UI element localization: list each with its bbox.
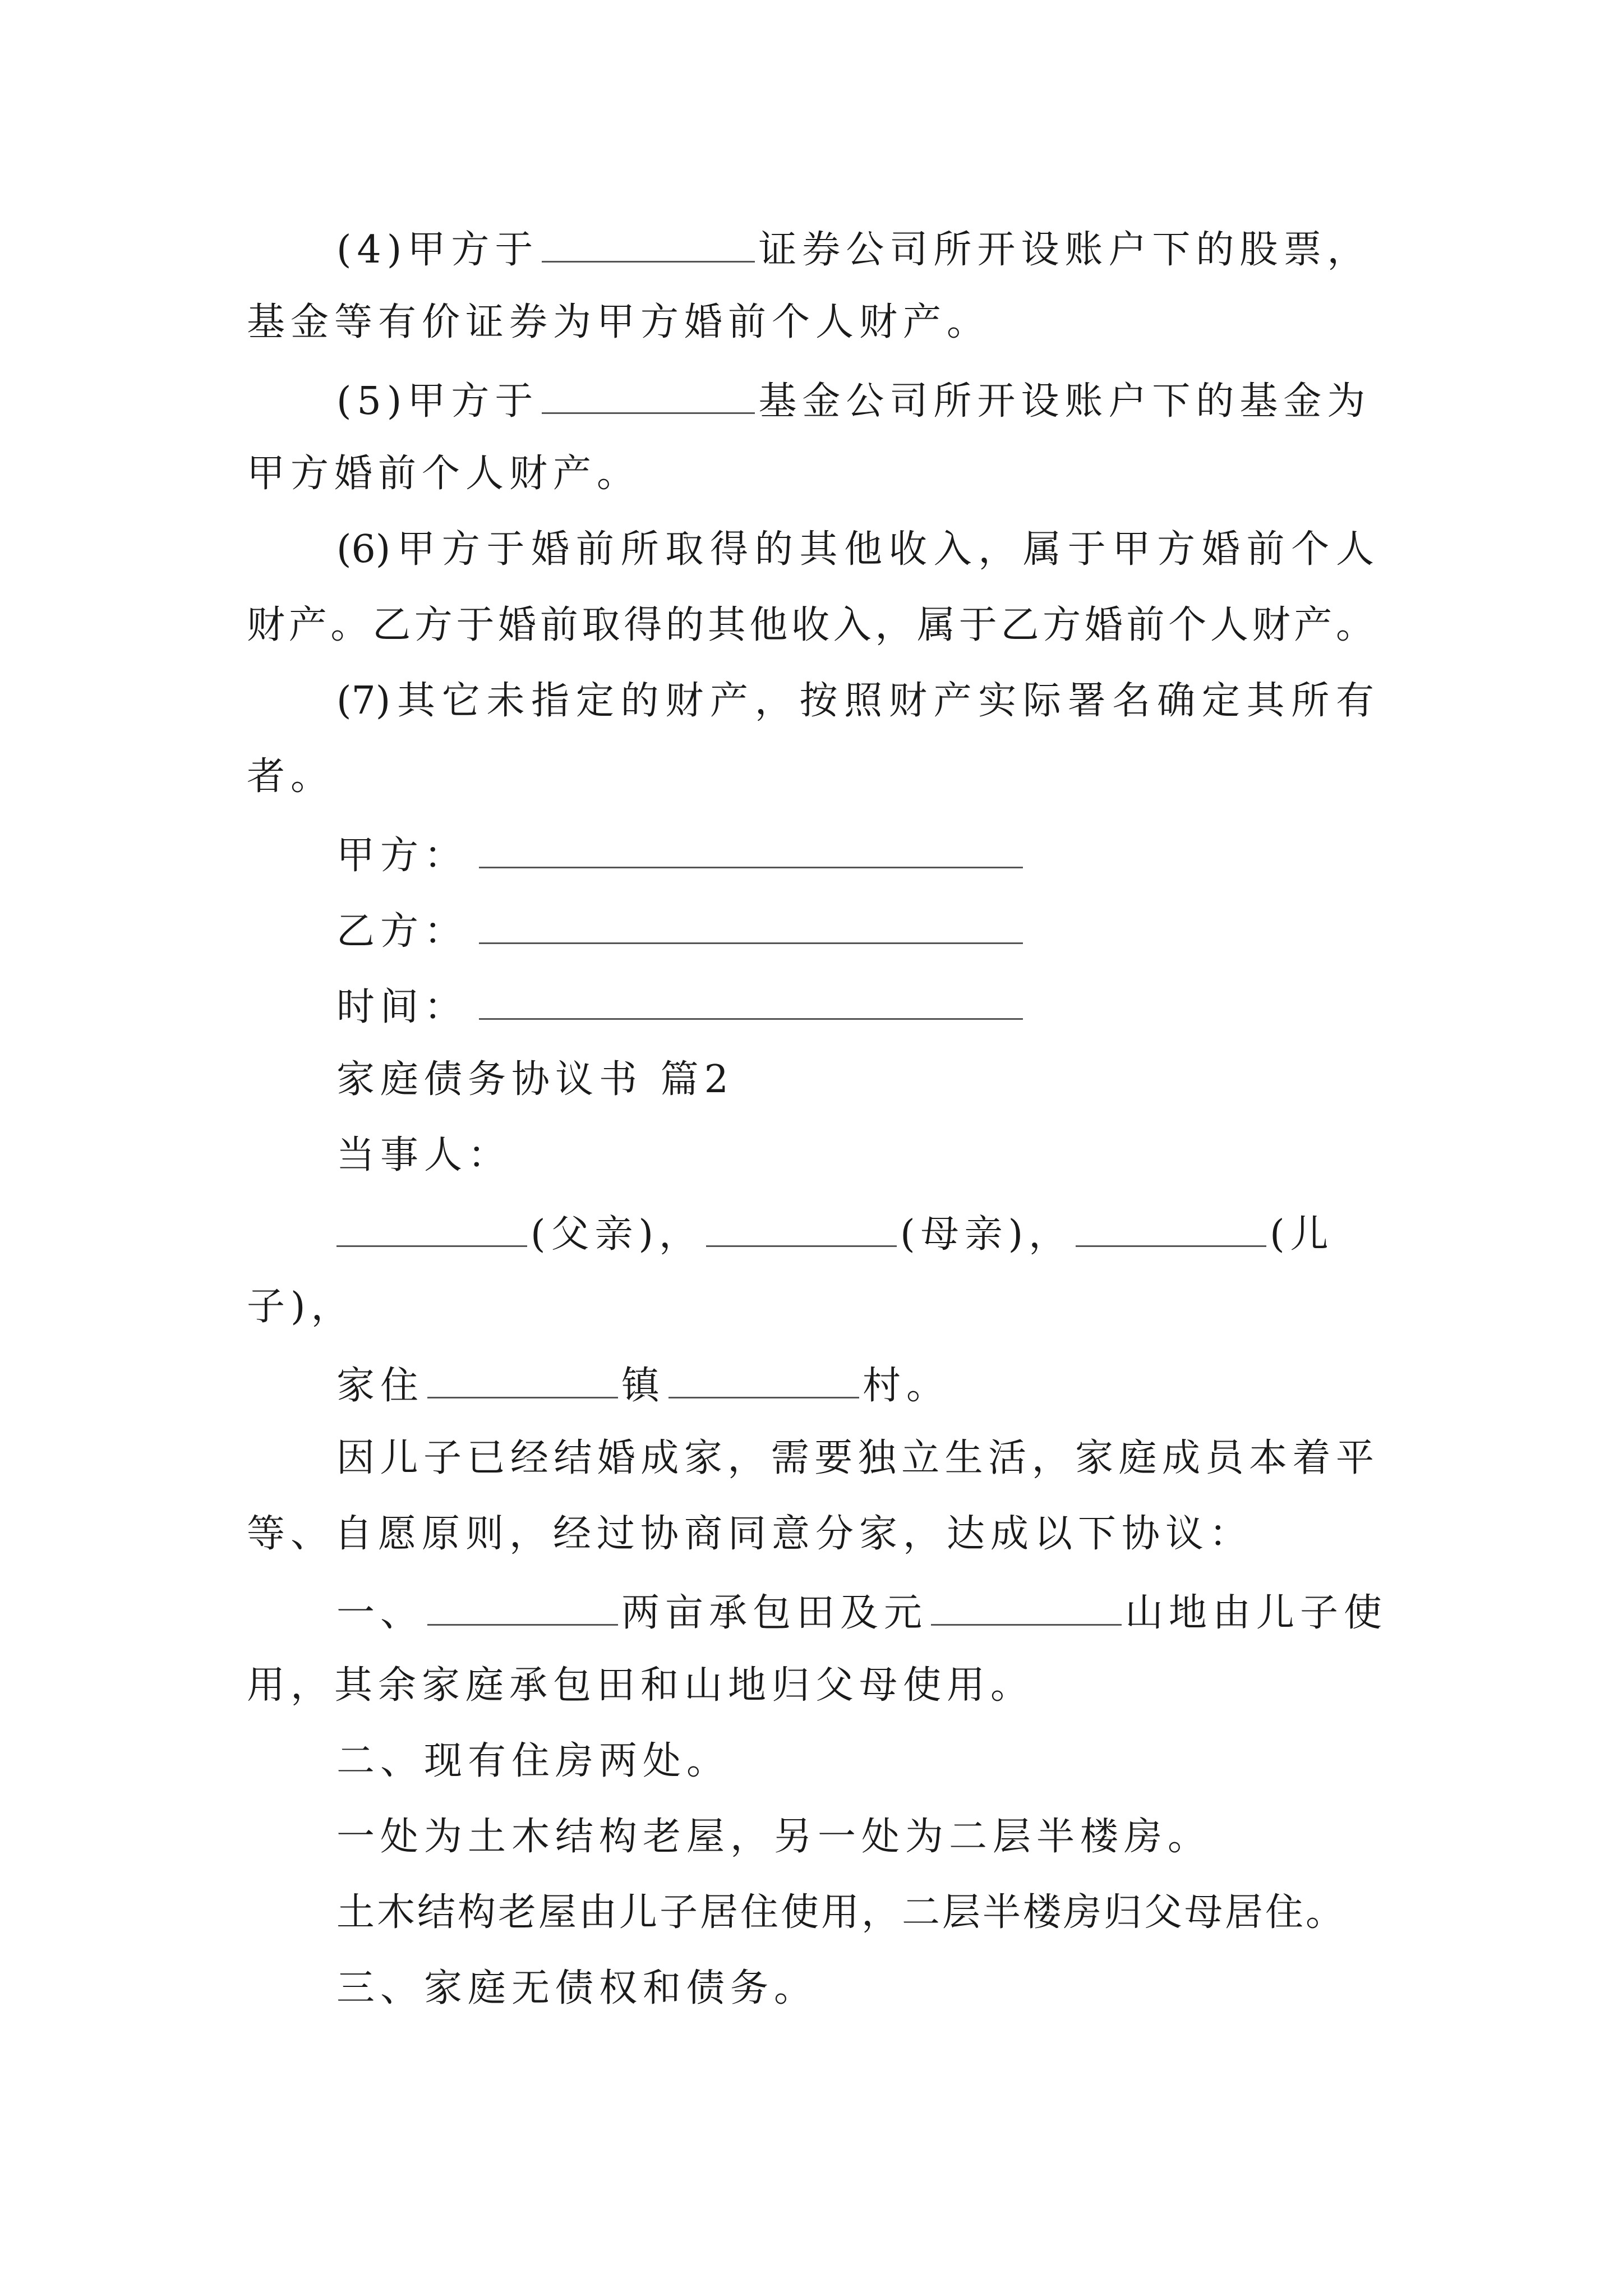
fund-company-blank xyxy=(542,373,755,414)
signature-party-b: 乙方： xyxy=(336,903,1026,954)
town-blank xyxy=(427,1358,618,1398)
item-2-detail-2: 土木结构老屋由儿子居住使用，二层半楼房归父母居住。 xyxy=(336,1890,1347,1935)
clause-7-line-1: (7)其它未指定的财产，按照财产实际署名确定其所有 xyxy=(336,679,1374,723)
securities-company-blank xyxy=(542,222,755,263)
clause-5-line-2: 甲方婚前个人财产。 xyxy=(247,452,641,496)
party-b-signature-blank xyxy=(479,903,1023,944)
item-1-line-1: 一、 两亩承包田及元 山地由儿子使 xyxy=(336,1585,1387,1635)
clause-4-text: (4)甲方于 xyxy=(336,228,539,272)
clause-4-line-2: 基金等有价证券为甲方婚前个人财产。 xyxy=(247,300,991,344)
signature-time: 时间： xyxy=(336,979,1026,1029)
parties-line-1: (父亲)， (母亲)， (儿 xyxy=(336,1206,1334,1257)
clause-6-line-1: (6)甲方于婚前所取得的其他收入，属于甲方婚前个人 xyxy=(336,527,1374,572)
party-a-signature-blank xyxy=(479,827,1023,868)
clause-5-line-1: (5)甲方于 基金公司所开设账户下的基金为 xyxy=(336,373,1371,424)
clause-6-line-2: 财产。乙方于婚前取得的其他收入，属于乙方婚前个人财产。 xyxy=(247,603,1374,647)
section-title: 家庭债务协议书 篇2 xyxy=(336,1057,734,1102)
item-2: 二、现有住房两处。 xyxy=(336,1739,731,1783)
son-name-blank xyxy=(1076,1206,1266,1247)
time-blank xyxy=(479,979,1023,1020)
parties-label: 当事人： xyxy=(336,1133,512,1177)
hill-land-blank xyxy=(931,1585,1122,1626)
intro-line-2: 等、自愿原则，经过协商同意分家，达成以下协议： xyxy=(247,1512,1253,1556)
parties-line-2: 子)， xyxy=(247,1285,355,1329)
village-blank xyxy=(668,1358,859,1398)
item-1-line-2: 用，其余家庭承包田和山地归父母使用。 xyxy=(247,1663,1035,1708)
home-address: 家住 镇 村。 xyxy=(336,1358,950,1408)
intro-line-1: 因儿子已经结婚成家，需要独立生活，家庭成员本着平 xyxy=(336,1436,1374,1480)
clause-7-line-2: 者。 xyxy=(247,754,335,799)
item-2-detail-1: 一处为土木结构老屋，另一处为二层半楼房。 xyxy=(336,1815,1212,1859)
clause-4-text: 证券公司所开设账户下的股票， xyxy=(758,228,1371,272)
clause-4-line-1 xyxy=(336,222,1371,272)
father-name-blank xyxy=(336,1206,527,1247)
signature-party-a: 甲方： xyxy=(336,827,1026,878)
item-3: 三、家庭无债权和债务。 xyxy=(336,1966,818,2010)
mother-name-blank xyxy=(706,1206,897,1247)
land-name-blank xyxy=(427,1585,618,1626)
